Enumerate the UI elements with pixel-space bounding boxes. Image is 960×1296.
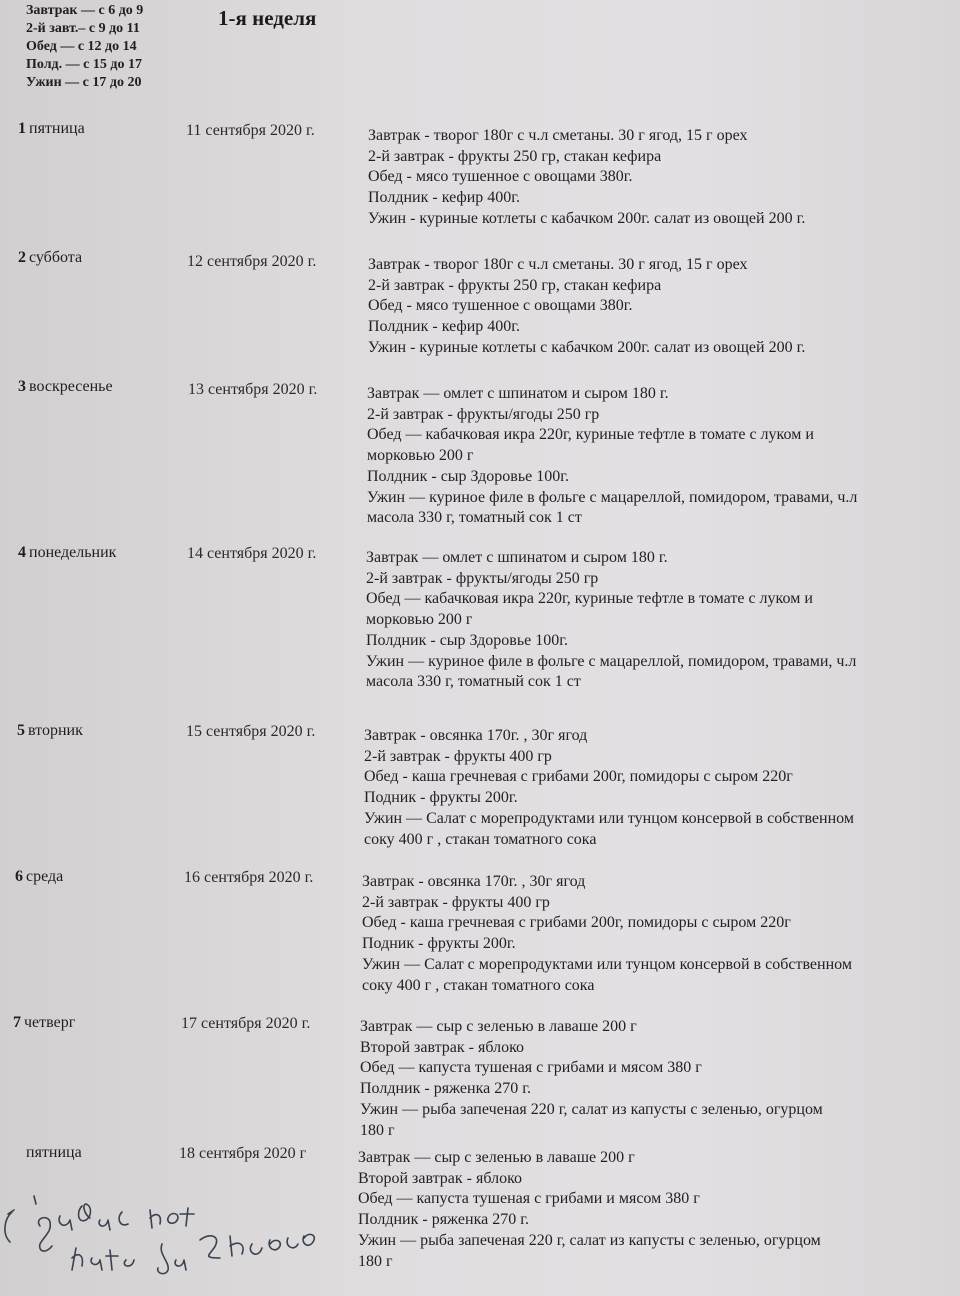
meal-line: 2-й завтрак - фрукты 400 гр [364, 747, 552, 765]
meal-line: Обед - мясо тушенное с овощами 380г. [368, 297, 633, 315]
schedule-line: Завтрак — с 6 до 9 [26, 3, 144, 18]
day-date: 17 сентября 2020 г. [181, 1015, 311, 1032]
meal-line: Ужин - куриные котлеты с кабачком 200г. салат из овощей 200 г. [368, 338, 806, 356]
meal-line: Ужин — куриное филе в фольге с мацареллой, помидором, травами, ч.л [367, 488, 858, 506]
meal-line: Полдник - ряженка 270 г. [358, 1211, 529, 1229]
day-name: воскресенье [29, 378, 113, 395]
meal-line: 2-й завтрак - фрукты 400 гр [362, 893, 550, 911]
day-date: 11 сентября 2020 г. [186, 122, 315, 139]
meal-line: соку 400 г , стакан томатного сока [362, 976, 595, 994]
meal-schedule [26, 2, 143, 92]
meal-line: морковью 200 г [367, 447, 474, 465]
meal-line: Завтрак - овсянка 170г. , 30г ягод [362, 873, 586, 890]
day-label [17, 722, 83, 740]
schedule-line: Обед — с 12 до 14 [26, 39, 137, 54]
meal-line: Полдник - кефир 400г. [368, 318, 521, 336]
meal-line: Второй завтрак - яблоко [360, 1038, 525, 1056]
day-name: вторник [28, 722, 83, 739]
schedule-line: 2-й завт.– с 9 до 11 [26, 21, 140, 36]
meal-line: Завтрак - овсянка 170г. , 30г ягод [364, 727, 588, 744]
meal-line: Завтрак — сыр с зеленью в лаваше 200 г [360, 1018, 637, 1035]
day-name: пятница [26, 1144, 82, 1161]
meal-line: масола 330 г, томатный сок 1 ст [367, 509, 582, 527]
day-label [15, 868, 63, 886]
meal-line: Ужин — Салат с морепродуктами или тунцом консервой в собственном [364, 809, 854, 827]
day-number: 1 [18, 120, 26, 137]
day-number: 3 [18, 378, 26, 395]
meal-list [358, 1148, 821, 1272]
week-title: 1-я неделя [218, 6, 317, 30]
day-date: 18 сентября 2020 г [179, 1145, 307, 1162]
meal-line: Подник - фрукты 200г. [362, 935, 516, 953]
meal-line: Ужин — куриное филе в фольге с мацареллой, помидором, травами, ч.л [366, 652, 857, 670]
day-date: 12 сентября 2020 г. [187, 253, 317, 270]
meal-line: Ужин - куриные котлеты с кабачком 200г. салат из овощей 200 г. [368, 209, 806, 227]
day-name: четверг [24, 1014, 76, 1031]
meal-line: 2-й завтрак - фрукты 250 гр, стакан кефира [368, 276, 662, 294]
meal-list [366, 548, 856, 693]
meal-line: Подник - фрукты 200г. [364, 789, 518, 807]
meal-line: Обед — кабачковая икра 220г, куриные тефтле в томате с луком и [367, 426, 814, 444]
day-number: 4 [18, 544, 26, 561]
schedule-line: Ужин — с 17 до 20 [26, 75, 142, 90]
day-name: суббота [29, 249, 83, 266]
handwritten-note-sketch [0, 1174, 330, 1284]
meal-line: 2-й завтрак - фрукты/ягоды 250 гр [366, 569, 599, 587]
meal-line: Завтрак - творог 180г с ч.л сметаны. 30 г ягод, 15 г орех [368, 256, 748, 273]
meal-line: морковью 200 г [366, 611, 473, 629]
meal-line: Ужин — Салат с морепродуктами или тунцом консервой в собственном [362, 955, 852, 973]
day-label [18, 544, 116, 562]
meal-line: Обед — кабачковая икра 220г, куриные тефтле в томате с луком и [366, 590, 813, 608]
day-label [18, 249, 82, 267]
day-name: понедельник [29, 544, 117, 561]
meal-list [364, 726, 854, 850]
meal-line: Завтрак — омлет с шпинатом и сыром 180 г. [367, 385, 669, 402]
day-number: 2 [18, 249, 26, 266]
day-number: 7 [13, 1014, 21, 1031]
meal-line: Ужин — рыба запеченая 220 г, салат из капусты с зеленью, огурцом [358, 1231, 821, 1249]
meal-list [360, 1017, 823, 1141]
meal-line: Обед - каша гречневая с грибами 200г, помидоры с сыром 220г [364, 768, 793, 786]
day-label [23, 1144, 82, 1162]
day-number: 5 [17, 722, 25, 739]
day-date: 14 сентября 2020 г. [187, 545, 317, 562]
day-date: 13 сентября 2020 г. [188, 381, 318, 398]
day-name: среда [26, 868, 64, 885]
meal-list [362, 872, 852, 996]
meal-list [368, 126, 805, 230]
schedule-line: Полд. — с 15 до 17 [26, 57, 142, 72]
meal-line: Обед - мясо тушенное с овощами 380г. [368, 168, 633, 186]
meal-line: масола 330 г, томатный сок 1 ст [366, 673, 581, 691]
meal-line: Ужин — рыба запеченая 220 г, салат из капусты с зеленью, огурцом [360, 1100, 823, 1118]
day-date: 15 сентября 2020 г. [186, 723, 316, 740]
day-number: 6 [15, 868, 23, 885]
meal-line: Обед — капуста тушеная с грибами и мясом 380 г [358, 1190, 700, 1208]
meal-line: Завтрак — омлет с шпинатом и сыром 180 г. [366, 549, 668, 566]
meal-line: Завтрак — сыр с зеленью в лаваше 200 г [358, 1149, 635, 1166]
day-name: пятница [29, 120, 85, 137]
meal-line: 180 г [358, 1252, 393, 1270]
meal-line: соку 400 г , стакан томатного сока [364, 830, 597, 848]
meal-line: Полдник - сыр Здоровье 100г. [366, 631, 569, 649]
meal-line: 180 г [360, 1121, 395, 1139]
meal-line: 2-й завтрак - фрукты/ягоды 250 гр [367, 405, 600, 423]
meal-line: Обед — капуста тушеная с грибами и мясом 380 г [360, 1059, 702, 1077]
meal-line: Полдник - ряженка 270 г. [360, 1080, 531, 1098]
day-label [13, 1014, 75, 1032]
day-date: 16 сентября 2020 г. [184, 869, 314, 886]
meal-line: Завтрак - творог 180г с ч.л сметаны. 30 г ягод, 15 г орех [368, 127, 748, 144]
meal-line: Обед - каша гречневая с грибами 200г, помидоры с сыром 220г [362, 914, 791, 932]
day-label [18, 378, 113, 396]
meal-list [367, 384, 857, 529]
meal-line: Полдник - кефир 400г. [368, 189, 521, 207]
meal-list [368, 255, 805, 359]
meal-line: 2-й завтрак - фрукты 250 гр, стакан кефира [368, 147, 662, 165]
meal-line: Полдник - сыр Здоровье 100г. [367, 467, 570, 485]
meal-line: Второй завтрак - яблоко [358, 1169, 523, 1187]
day-label [18, 120, 85, 138]
